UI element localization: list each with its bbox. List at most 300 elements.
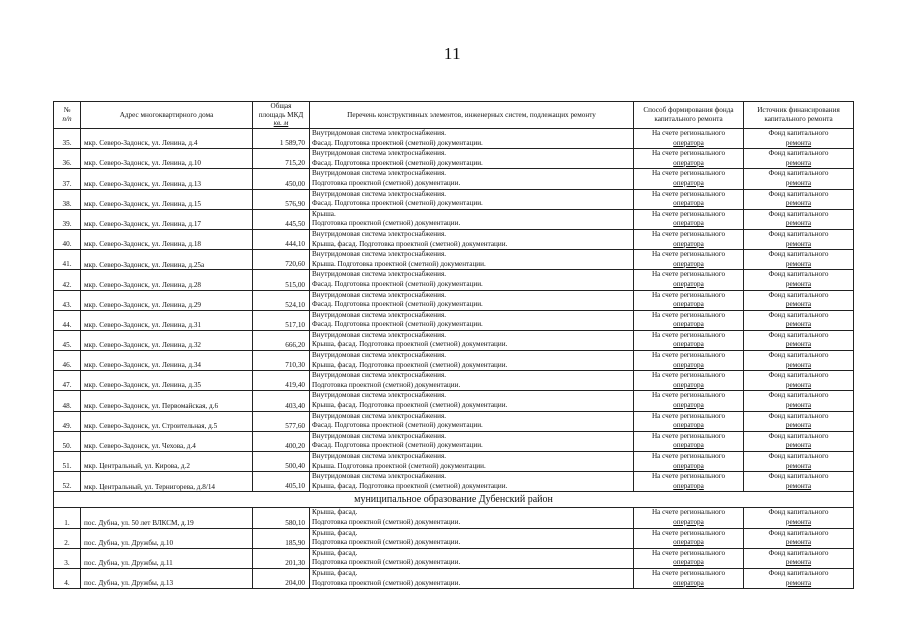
table-header-row	[54, 102, 854, 129]
row-number: 41.	[54, 250, 81, 270]
row-address: пос. Дубна, ул. Дружбы, д.10	[81, 528, 253, 548]
table-body-dubna	[54, 508, 854, 589]
row-works-line2: Крыша. Подготовка проектной (сметной) документации.	[312, 461, 486, 470]
row-works-line1: Крыша, фасад.	[312, 528, 358, 537]
row-works-line2: Крыша, фасад. Подготовка проектной (сметной) документации.	[312, 360, 508, 369]
row-address: мкр. Северо-Задонск, ул. Ленина, д.17	[81, 209, 253, 229]
table-row	[54, 330, 854, 350]
row-works-line2: Крыша. Подготовка проектной (сметной) документации.	[312, 259, 486, 268]
row-address: пос. Дубна, ул. 50 лет ВЛКСМ, д.19	[81, 508, 253, 528]
row-source	[744, 568, 854, 588]
row-works	[310, 528, 634, 548]
row-source-line2: ремонта	[785, 219, 812, 228]
row-works-line1: Внутридомовая система электроснабжения.	[312, 452, 447, 460]
row-method-line2: оператора	[673, 461, 704, 470]
table-row	[54, 472, 854, 492]
section-title: муниципальное образование Дубенский район	[54, 492, 854, 508]
row-address: мкр. Северо-Задонск, ул. Ленина, д.31	[81, 310, 253, 330]
row-source	[744, 229, 854, 249]
row-works-line1: Внутридомовая система электроснабжения.	[312, 129, 447, 137]
row-area: 580,10	[253, 508, 310, 528]
row-method-line2: оператора	[673, 441, 704, 450]
row-method	[634, 209, 744, 229]
row-works-line2: Фасад. Подготовка проектной (сметной) документации.	[312, 158, 483, 167]
row-source	[744, 548, 854, 568]
row-method	[634, 411, 744, 431]
row-source-line1: Фонд капитального	[768, 431, 829, 440]
row-source	[744, 189, 854, 209]
repair-program-table	[53, 101, 854, 589]
row-source	[744, 371, 854, 391]
row-source-line1: Фонд капитального	[768, 310, 829, 319]
row-area: 445,50	[253, 209, 310, 229]
row-address: мкр. Северо-Задонск, ул. Ленина, д.34	[81, 351, 253, 371]
row-number: 37.	[54, 169, 81, 189]
row-works-line2: Фасад. Подготовка проектной (сметной) документации.	[312, 199, 483, 208]
row-works	[310, 452, 634, 472]
row-method-line1: На счете регионального	[651, 508, 726, 517]
row-source-line2: ремонта	[785, 320, 812, 329]
row-method-line2: оператора	[673, 219, 704, 228]
table-body-main	[54, 129, 854, 492]
row-works	[310, 431, 634, 451]
row-works	[310, 189, 634, 209]
header-area-line1: Общая	[270, 102, 292, 111]
row-works-line2: Подготовка проектной (сметной) документации.	[312, 538, 461, 547]
row-source-line2: ремонта	[785, 538, 812, 547]
row-source	[744, 431, 854, 451]
row-source-line1: Фонд капитального	[768, 391, 829, 400]
row-works	[310, 391, 634, 411]
table-row	[54, 548, 854, 568]
row-method-line2: оператора	[673, 320, 704, 329]
row-number: 40.	[54, 229, 81, 249]
row-address: мкр. Центральный, ул. Кирова, д.2	[81, 452, 253, 472]
row-method-line1: На счете регионального	[651, 189, 726, 198]
row-source-line2: ремонта	[785, 380, 812, 389]
row-source	[744, 351, 854, 371]
row-source-line2: ремонта	[785, 138, 812, 147]
row-source-line1: Фонд капитального	[768, 270, 829, 279]
row-area: 500,40	[253, 452, 310, 472]
table-row	[54, 528, 854, 548]
table-row	[54, 351, 854, 371]
row-method-line2: оператора	[673, 380, 704, 389]
row-source-line2: ремонта	[785, 441, 812, 450]
row-method-line1: На счете регионального	[651, 568, 726, 577]
row-works	[310, 330, 634, 350]
row-area: 524,10	[253, 290, 310, 310]
row-area: 419,40	[253, 371, 310, 391]
row-works	[310, 508, 634, 528]
row-area: 444,10	[253, 229, 310, 249]
row-source	[744, 129, 854, 149]
row-area: 201,30	[253, 548, 310, 568]
table-row	[54, 568, 854, 588]
row-works	[310, 270, 634, 290]
row-works-line1: Крыша, фасад.	[312, 508, 358, 517]
row-method-line1: На счете регионального	[651, 431, 726, 440]
header-works: Перечень конструктивных элементов, инженерных систем, подлежащих ремонту	[310, 102, 634, 129]
row-area: 515,00	[253, 270, 310, 290]
row-method-line2: оператора	[673, 158, 704, 167]
row-source-line2: ремонта	[785, 300, 812, 309]
row-works-line1: Внутридомовая система электроснабжения.	[312, 472, 447, 481]
row-method-line2: оператора	[673, 558, 704, 567]
row-address: мкр. Северо-Задонск, ул. Первомайская, д.6	[81, 391, 253, 411]
header-area-line2: площадь МКД	[258, 110, 304, 119]
row-source-line1: Фонд капитального	[768, 548, 829, 557]
row-number: 1.	[54, 508, 81, 528]
row-method	[634, 189, 744, 209]
row-works-line1: Внутридомовая система электроснабжения.	[312, 149, 447, 158]
row-method-line2: оператора	[673, 481, 704, 490]
row-source	[744, 452, 854, 472]
row-source-line1: Фонд капитального	[768, 411, 829, 420]
row-source	[744, 290, 854, 310]
table-row	[54, 411, 854, 431]
row-method-line2: оператора	[673, 259, 704, 268]
row-source	[744, 209, 854, 229]
row-source-line1: Фонд капитального	[768, 169, 829, 178]
header-number-abbr: п/п	[62, 115, 72, 123]
row-number: 3.	[54, 548, 81, 568]
row-source-line1: Фонд капитального	[768, 508, 829, 517]
row-number: 38.	[54, 189, 81, 209]
row-number: 49.	[54, 411, 81, 431]
row-area: 403,40	[253, 391, 310, 411]
row-method	[634, 229, 744, 249]
section-row	[54, 492, 854, 508]
row-works-line1: Внутридомовая система электроснабжения.	[312, 169, 447, 178]
row-area: 450,00	[253, 169, 310, 189]
row-source-line2: ремонта	[785, 481, 812, 490]
row-method-line2: оператора	[673, 199, 704, 208]
row-method	[634, 508, 744, 528]
table-row	[54, 169, 854, 189]
row-method-line1: На счете регионального	[651, 250, 726, 259]
row-method	[634, 548, 744, 568]
row-works	[310, 149, 634, 169]
row-address: мкр. Северо-Задонск, ул. Ленина, д.28	[81, 270, 253, 290]
row-source	[744, 391, 854, 411]
row-area: 666,20	[253, 330, 310, 350]
row-address: мкр. Северо-Задонск, ул. Чехова, д.4	[81, 431, 253, 451]
row-works-line2: Подготовка проектной (сметной) документации.	[312, 558, 461, 567]
row-area: 405,10	[253, 472, 310, 492]
row-source-line1: Фонд капитального	[768, 351, 829, 360]
row-address: мкр. Северо-Задонск, ул. Ленина, д.32	[81, 330, 253, 350]
row-address: мкр. Северо-Задонск, ул. Ленина, д.25а	[81, 250, 253, 270]
row-method-line1: На счете регионального	[651, 270, 726, 279]
row-number: 4.	[54, 568, 81, 588]
row-method	[634, 351, 744, 371]
row-works-line1: Внутридомовая система электроснабжения.	[312, 229, 447, 238]
header-method: Способ формирования фонда капитального ремонта	[634, 102, 744, 129]
page-number: 11	[443, 44, 462, 63]
row-method	[634, 250, 744, 270]
row-source	[744, 310, 854, 330]
table-row	[54, 371, 854, 391]
row-address: мкр. Северо-Задонск, ул. Ленина, д.15	[81, 189, 253, 209]
row-source-line2: ремонта	[785, 239, 812, 248]
row-source-line2: ремонта	[785, 279, 812, 288]
row-number: 44.	[54, 310, 81, 330]
row-source-line1: Фонд капитального	[768, 330, 829, 339]
row-works-line2: Фасад. Подготовка проектной (сметной) документации.	[312, 320, 483, 329]
table-row	[54, 209, 854, 229]
row-works-line1: Внутридомовая система электроснабжения.	[312, 351, 447, 360]
table-section	[54, 492, 854, 508]
row-works-line2: Фасад. Подготовка проектной (сметной) документации.	[312, 421, 483, 430]
row-works-line2: Фасад. Подготовка проектной (сметной) документации.	[312, 441, 483, 450]
row-area: 720,60	[253, 250, 310, 270]
row-method-line2: оператора	[673, 178, 704, 187]
row-works-line2: Подготовка проектной (сметной) документации.	[312, 178, 461, 187]
row-number: 52.	[54, 472, 81, 492]
row-area: 715,20	[253, 149, 310, 169]
row-source-line1: Фонд капитального	[768, 209, 829, 218]
row-source	[744, 149, 854, 169]
table-row	[54, 452, 854, 472]
row-method-line1: На счете регионального	[651, 371, 726, 380]
row-address: мкр. Северо-Задонск, ул. Строительная, д.5	[81, 411, 253, 431]
row-method	[634, 371, 744, 391]
row-source-line1: Фонд капитального	[768, 568, 829, 577]
row-method	[634, 452, 744, 472]
row-area: 1 589,70	[253, 129, 310, 149]
row-method-line1: На счете регионального	[651, 129, 726, 137]
row-source-line1: Фонд капитального	[768, 528, 829, 537]
row-source	[744, 330, 854, 350]
row-method-line2: оператора	[673, 517, 704, 526]
row-area: 400,20	[253, 431, 310, 451]
header-area-unit: кв. м	[273, 119, 289, 128]
row-source-line2: ремонта	[785, 517, 812, 526]
row-address: пос. Дубна, ул. Дружбы, д.11	[81, 548, 253, 568]
table-row	[54, 129, 854, 149]
row-works-line1: Внутридомовая система электроснабжения.	[312, 310, 447, 319]
row-works-line1: Внутридомовая система электроснабжения.	[312, 391, 447, 400]
row-source-line2: ремонта	[785, 461, 812, 470]
row-area: 710,30	[253, 351, 310, 371]
row-method-line2: оператора	[673, 360, 704, 369]
row-number: 47.	[54, 371, 81, 391]
header-source: Источник финансирования капитального ремонта	[744, 102, 854, 129]
row-number: 42.	[54, 270, 81, 290]
row-source	[744, 411, 854, 431]
row-method-line1: На счете регионального	[651, 149, 726, 158]
row-number: 39.	[54, 209, 81, 229]
row-works	[310, 169, 634, 189]
row-area: 577,60	[253, 411, 310, 431]
table-row	[54, 310, 854, 330]
row-source-line1: Фонд капитального	[768, 129, 829, 137]
row-source-line2: ремонта	[785, 340, 812, 349]
row-address: мкр. Северо-Задонск, ул. Ленина, д.10	[81, 149, 253, 169]
row-works-line1: Внутридомовая система электроснабжения.	[312, 270, 447, 279]
row-works	[310, 568, 634, 588]
row-number: 50.	[54, 431, 81, 451]
row-source-line2: ремонта	[785, 178, 812, 187]
header-area	[253, 102, 310, 129]
row-number: 43.	[54, 290, 81, 310]
row-address: мкр. Северо-Задонск, ул. Ленина, д.35	[81, 371, 253, 391]
row-source	[744, 250, 854, 270]
row-method-line2: оператора	[673, 138, 704, 147]
row-source-line1: Фонд капитального	[768, 189, 829, 198]
row-works	[310, 129, 634, 149]
row-works-line1: Внутридомовая система электроснабжения.	[312, 431, 447, 440]
row-method-line1: На счете регионального	[651, 290, 726, 299]
table-row	[54, 229, 854, 249]
row-works-line1: Крыша, фасад.	[312, 548, 358, 557]
header-number-symbol: №	[63, 106, 71, 115]
row-source-line1: Фонд капитального	[768, 250, 829, 259]
row-address: пос. Дубна, ул. Дружбы, д.13	[81, 568, 253, 588]
row-method	[634, 129, 744, 149]
header-address: Адрес многоквартирного дома	[81, 102, 253, 129]
row-works-line1: Внутридомовая система электроснабжения.	[312, 411, 447, 420]
row-works-line2: Крыша, фасад. Подготовка проектной (сметной) документации.	[312, 340, 508, 349]
row-works-line1: Внутридомовая система электроснабжения.	[312, 290, 447, 299]
row-method-line2: оператора	[673, 538, 704, 547]
row-source-line1: Фонд капитального	[768, 149, 829, 158]
row-method-line1: На счете регионального	[651, 169, 726, 178]
row-method	[634, 270, 744, 290]
row-address: мкр. Северо-Задонск, ул. Ленина, д.4	[81, 129, 253, 149]
row-area: 517,10	[253, 310, 310, 330]
row-source-line1: Фонд капитального	[768, 452, 829, 460]
row-method-line1: На счете регионального	[651, 528, 726, 537]
row-works	[310, 371, 634, 391]
row-area: 185,90	[253, 528, 310, 548]
table-row	[54, 431, 854, 451]
row-address: мкр. Северо-Задонск, ул. Ленина, д.18	[81, 229, 253, 249]
row-works	[310, 209, 634, 229]
row-works	[310, 351, 634, 371]
row-method-line2: оператора	[673, 300, 704, 309]
row-source-line2: ремонта	[785, 401, 812, 410]
row-works	[310, 250, 634, 270]
row-method-line1: На счете регионального	[651, 411, 726, 420]
row-method-line1: На счете регионального	[651, 351, 726, 360]
row-method	[634, 169, 744, 189]
row-method	[634, 431, 744, 451]
row-method	[634, 330, 744, 350]
row-source-line2: ремонта	[785, 360, 812, 369]
row-number: 35.	[54, 129, 81, 149]
row-works	[310, 472, 634, 492]
row-area: 204,00	[253, 568, 310, 588]
row-method-line2: оператора	[673, 421, 704, 430]
row-source-line1: Фонд капитального	[768, 290, 829, 299]
row-method-line1: На счете регионального	[651, 229, 726, 238]
row-address: мкр. Северо-Задонск, ул. Ленина, д.29	[81, 290, 253, 310]
row-method-line2: оператора	[673, 279, 704, 288]
row-source-line2: ремонта	[785, 578, 812, 587]
row-method	[634, 391, 744, 411]
row-source	[744, 169, 854, 189]
row-works	[310, 229, 634, 249]
row-source-line1: Фонд капитального	[768, 472, 829, 481]
row-method-line1: На счете регионального	[651, 452, 726, 460]
row-method	[634, 472, 744, 492]
row-method-line1: На счете регионального	[651, 548, 726, 557]
row-works-line1: Внутридомовая система электроснабжения.	[312, 189, 447, 198]
row-method	[634, 310, 744, 330]
row-source	[744, 528, 854, 548]
table-row	[54, 270, 854, 290]
row-works-line2: Подготовка проектной (сметной) документации.	[312, 578, 461, 587]
row-works-line2: Подготовка проектной (сметной) документации.	[312, 517, 461, 526]
row-method-line2: оператора	[673, 239, 704, 248]
row-method-line2: оператора	[673, 578, 704, 587]
table-row	[54, 290, 854, 310]
row-number: 51.	[54, 452, 81, 472]
row-number: 46.	[54, 351, 81, 371]
row-source	[744, 270, 854, 290]
row-works-line2: Крыша, фасад. Подготовка проектной (сметной) документации.	[312, 401, 508, 410]
row-works	[310, 290, 634, 310]
row-address: мкр. Центральный, ул. Тернигорева, д.8/14	[81, 472, 253, 492]
row-method-line2: оператора	[673, 340, 704, 349]
row-works	[310, 548, 634, 568]
row-works-line1: Внутридомовая система электроснабжения.	[312, 250, 447, 259]
table-row	[54, 391, 854, 411]
row-source-line2: ремонта	[785, 421, 812, 430]
row-method-line1: На счете регионального	[651, 330, 726, 339]
row-works-line1: Крыша, фасад.	[312, 568, 358, 577]
table-row	[54, 149, 854, 169]
row-number: 2.	[54, 528, 81, 548]
row-source	[744, 508, 854, 528]
row-works-line2: Фасад. Подготовка проектной (сметной) документации.	[312, 138, 483, 147]
row-source-line2: ремонта	[785, 199, 812, 208]
row-works	[310, 411, 634, 431]
row-source-line2: ремонта	[785, 259, 812, 268]
row-method	[634, 149, 744, 169]
row-address: мкр. Северо-Задонск, ул. Ленина, д.13	[81, 169, 253, 189]
row-method	[634, 568, 744, 588]
row-works-line2: Фасад. Подготовка проектной (сметной) документации.	[312, 279, 483, 288]
row-source	[744, 472, 854, 492]
row-works	[310, 310, 634, 330]
row-source-line1: Фонд капитального	[768, 371, 829, 380]
row-source-line2: ремонта	[785, 558, 812, 567]
row-works-line1: Внутридомовая система электроснабжения.	[312, 330, 447, 339]
table-row	[54, 189, 854, 209]
row-number: 36.	[54, 149, 81, 169]
row-works-line2: Подготовка проектной (сметной) документации.	[312, 380, 461, 389]
row-source-line1: Фонд капитального	[768, 229, 829, 238]
row-area: 576,90	[253, 189, 310, 209]
row-method-line1: На счете регионального	[651, 310, 726, 319]
header-number	[54, 102, 81, 129]
row-works-line1: Крыша.	[312, 209, 336, 218]
row-number: 48.	[54, 391, 81, 411]
table-row	[54, 508, 854, 528]
row-source-line2: ремонта	[785, 158, 812, 167]
row-works-line2: Крыша, фасад. Подготовка проектной (сметной) документации.	[312, 481, 508, 490]
row-method	[634, 528, 744, 548]
row-method-line1: На счете регионального	[651, 209, 726, 218]
row-works-line2: Крыша, фасад. Подготовка проектной (сметной) документации.	[312, 239, 508, 248]
row-method	[634, 290, 744, 310]
row-number: 45.	[54, 330, 81, 350]
row-method-line2: оператора	[673, 401, 704, 410]
row-method-line1: На счете регионального	[651, 391, 726, 400]
